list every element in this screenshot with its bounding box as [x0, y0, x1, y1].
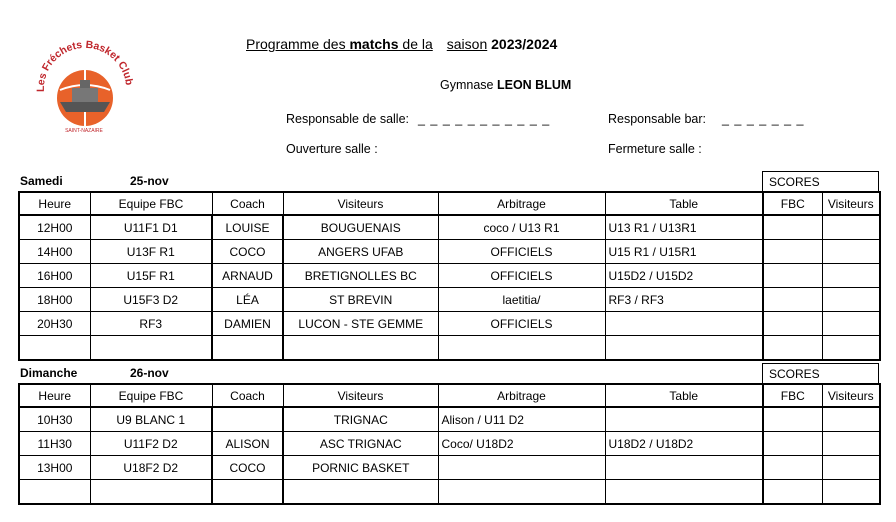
saturday-day: Samedi [20, 174, 63, 188]
cell-visitors: PORNIC BASKET [283, 456, 438, 480]
sunday-date: 26-nov [130, 366, 169, 380]
cell-score-fbc [763, 215, 822, 240]
logo-place: SAINT-NAZAIRE [65, 128, 103, 134]
fermeture-label: Fermeture salle : [608, 142, 702, 156]
table-row [19, 480, 880, 505]
cell-table: RF3 / RF3 [605, 288, 763, 312]
table-row [19, 407, 880, 432]
cell-referee: OFFICIELS [438, 240, 605, 264]
cell-table: U13 R1 / U13R1 [605, 215, 763, 240]
col-header-visitors: Visiteurs [283, 192, 438, 215]
resp-salle-label: Responsable de salle: [286, 112, 409, 126]
col-header-score-fbc: FBC [763, 384, 822, 407]
cell-table: U15D2 / U15D2 [605, 264, 763, 288]
cell-score-fbc [763, 336, 822, 361]
cell-score-fbc [763, 480, 822, 505]
cell-coach [212, 480, 283, 505]
cell-referee [438, 480, 605, 505]
logo-text: Les Fréchets Basket Club [34, 40, 135, 93]
cell-score-visitors [822, 312, 880, 336]
cell-team: U15F3 D2 [90, 288, 212, 312]
resp-bar-label: Responsable bar: [608, 112, 706, 126]
cell-score-fbc [763, 264, 822, 288]
cell-visitors: ST BREVIN [283, 288, 438, 312]
cell-team [90, 336, 212, 361]
cell-score-visitors [822, 215, 880, 240]
cell-coach: COCO [212, 456, 283, 480]
col-header-score-visitors: Visiteurs [822, 384, 880, 407]
cell-referee: coco / U13 R1 [438, 215, 605, 240]
resp-salle-dashes: _ _ _ _ _ _ _ _ _ _ _ [418, 112, 551, 126]
cell-coach: DAMIEN [212, 312, 283, 336]
table-row [19, 312, 880, 336]
cell-referee: OFFICIELS [438, 312, 605, 336]
cell-referee: laetitia/ [438, 288, 605, 312]
cell-coach: LOUISE [212, 215, 283, 240]
col-header-table: Table [605, 384, 763, 407]
table-row [19, 288, 880, 312]
cell-score-visitors [822, 456, 880, 480]
cell-referee: OFFICIELS [438, 264, 605, 288]
cell-coach: LÉA [212, 288, 283, 312]
cell-time: 18H00 [19, 288, 90, 312]
cell-time [19, 480, 90, 505]
cell-team: RF3 [90, 312, 212, 336]
cell-table [605, 480, 763, 505]
club-logo [30, 40, 138, 135]
col-header-coach: Coach [212, 192, 283, 215]
sunday-table [18, 383, 881, 505]
col-header-team: Equipe FBC [90, 384, 212, 407]
cell-visitors: BRETIGNOLLES BC [283, 264, 438, 288]
cell-coach [212, 407, 283, 432]
table-row [19, 432, 880, 456]
cell-time: 16H00 [19, 264, 90, 288]
saturday-scores-label: SCORES [762, 171, 879, 191]
cell-score-fbc [763, 456, 822, 480]
cell-visitors [283, 336, 438, 361]
cell-score-visitors [822, 432, 880, 456]
cell-team: U11F2 D2 [90, 432, 212, 456]
page-title: Programme des matchs de la saison 2023/2024 [246, 36, 558, 52]
col-header-time: Heure [19, 384, 90, 407]
cell-score-visitors [822, 240, 880, 264]
cell-team: U15F R1 [90, 264, 212, 288]
cell-visitors: TRIGNAC [283, 407, 438, 432]
cell-referee [438, 336, 605, 361]
cell-coach: ALISON [212, 432, 283, 456]
header-row [19, 192, 880, 215]
gym-name: Gymnase LEON BLUM [440, 78, 572, 92]
cell-visitors [283, 480, 438, 505]
col-header-score-fbc: FBC [763, 192, 822, 215]
col-header-table: Table [605, 192, 763, 215]
cell-time: 12H00 [19, 215, 90, 240]
saturday-table [18, 191, 881, 361]
col-header-score-visitors: Visiteurs [822, 192, 880, 215]
cell-score-visitors [822, 288, 880, 312]
cell-time: 14H00 [19, 240, 90, 264]
col-header-referee: Arbitrage [438, 384, 605, 407]
cell-visitors: ANGERS UFAB [283, 240, 438, 264]
cell-table [605, 336, 763, 361]
table-row [19, 456, 880, 480]
col-header-referee: Arbitrage [438, 192, 605, 215]
cell-team: U9 BLANC 1 [90, 407, 212, 432]
cell-score-fbc [763, 240, 822, 264]
cell-time: 20H30 [19, 312, 90, 336]
cell-team: U18F2 D2 [90, 456, 212, 480]
cell-team: U13F R1 [90, 240, 212, 264]
cell-score-visitors [822, 336, 880, 361]
saturday-date: 25-nov [130, 174, 169, 188]
cell-table [605, 407, 763, 432]
cell-visitors: LUCON - STE GEMME [283, 312, 438, 336]
col-header-coach: Coach [212, 384, 283, 407]
cell-score-fbc [763, 407, 822, 432]
cell-score-visitors [822, 264, 880, 288]
sunday-day: Dimanche [20, 366, 78, 380]
ouverture-label: Ouverture salle : [286, 142, 378, 156]
cell-time: 11H30 [19, 432, 90, 456]
cell-table [605, 312, 763, 336]
col-header-team: Equipe FBC [90, 192, 212, 215]
resp-bar-dashes: _ _ _ _ _ _ _ [722, 112, 805, 126]
cell-time: 10H30 [19, 407, 90, 432]
cell-team: U11F1 D1 [90, 215, 212, 240]
cell-score-fbc [763, 288, 822, 312]
cell-referee [438, 456, 605, 480]
cell-coach: ARNAUD [212, 264, 283, 288]
cell-referee: Alison / U11 D2 [438, 407, 605, 432]
cell-team [90, 480, 212, 505]
cell-visitors: BOUGUENAIS [283, 215, 438, 240]
cell-score-visitors [822, 480, 880, 505]
cell-visitors: ASC TRIGNAC [283, 432, 438, 456]
cell-score-fbc [763, 312, 822, 336]
header-row [19, 384, 880, 407]
cell-table: U18D2 / U18D2 [605, 432, 763, 456]
cell-score-visitors [822, 407, 880, 432]
table-row [19, 215, 880, 240]
table-row [19, 240, 880, 264]
cell-time: 13H00 [19, 456, 90, 480]
cell-coach [212, 336, 283, 361]
cell-coach: COCO [212, 240, 283, 264]
sunday-scores-label: SCORES [762, 363, 879, 383]
cell-referee: Coco/ U18D2 [438, 432, 605, 456]
cell-score-fbc [763, 432, 822, 456]
table-row [19, 264, 880, 288]
cell-table: U15 R1 / U15R1 [605, 240, 763, 264]
cell-time [19, 336, 90, 361]
cell-table [605, 456, 763, 480]
table-row [19, 336, 880, 361]
col-header-time: Heure [19, 192, 90, 215]
col-header-visitors: Visiteurs [283, 384, 438, 407]
